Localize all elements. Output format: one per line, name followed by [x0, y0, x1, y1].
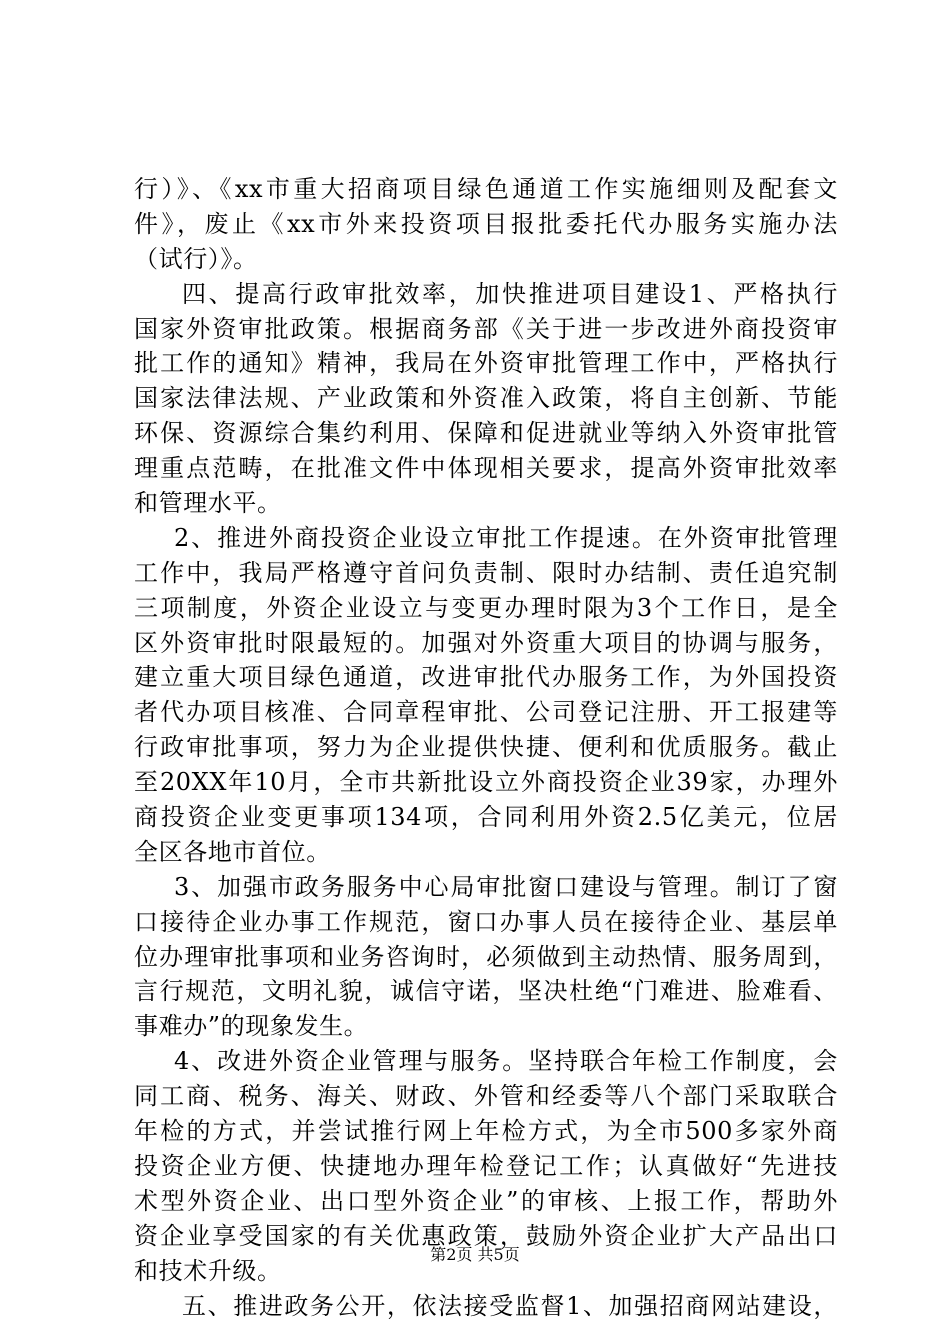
text-line: 术型外资企业、出口型外资企业”的审核、上报工作，帮助外 — [134, 1186, 838, 1215]
document-body — [134, 172, 838, 1323]
text-line: 全区各地市首位。 — [134, 837, 331, 866]
text-line: 理重点范畴，在批准文件中体现相关要求，提高外资审批效率 — [134, 454, 838, 483]
text-line: 言行规范，文明礼貌，诚信守诺，坚决杜绝“门难进、脸难看、 — [134, 977, 838, 1006]
text-line: 环保、资源综合集约利用、保障和促进就业等纳入外资审批管 — [134, 419, 838, 448]
text-line: 批工作的通知》精神，我局在外资审批管理工作中，严格执行 — [134, 349, 838, 378]
text-line: 五、推进政务公开，依法接受监督1、加强招商网站建设， — [182, 1291, 838, 1320]
text-line: 四、提高行政审批效率，加快推进项目建设1、严格执行 — [182, 279, 838, 308]
text-line: （试行）》。 — [134, 244, 258, 273]
text-line: 国家法律法规、产业政策和外资准入政策，将自主创新、节能 — [134, 384, 838, 413]
text-line: 建立重大项目绿色通道，改进审批代办服务工作，为外国投资 — [134, 663, 838, 692]
page-number-footer: 第2页 共5页 — [430, 1245, 520, 1264]
text-line: 资企业享受国家的有关优惠政策，鼓励外资企业扩大产品出口 — [134, 1221, 838, 1250]
text-line: 行政审批事项，努力为企业提供快捷、便利和优质服务。截止 — [134, 733, 838, 762]
text-line: 口接待企业办事工作规范，窗口办事人员在接待企业、基层单 — [134, 907, 838, 936]
text-line: 至20XX年10月，全市共新批设立外商投资企业39家，办理外 — [134, 768, 838, 797]
text-line: 商投资企业变更事项134项，合同利用外资2.5亿美元，位居 — [134, 803, 838, 832]
text-line: 4、改进外资企业管理与服务。坚持联合年检工作制度，会 — [174, 1047, 838, 1076]
text-line: 工作中，我局严格遵守首问负责制、限时办结制、责任追究制 — [134, 558, 838, 587]
text-line: 3、加强市政务服务中心局审批窗口建设与管理。制订了窗 — [174, 872, 838, 901]
text-line: 同工商、税务、海关、财政、外管和经委等八个部门采取联合 — [134, 1082, 838, 1111]
text-line: 件》，废止《xx市外来投资项目报批委托代办服务实施办法 — [134, 209, 838, 238]
text-line: 区外资审批时限最短的。加强对外资重大项目的协调与服务， — [134, 628, 838, 657]
text-line: 2、推进外商投资企业设立审批工作提速。在外资审批管理 — [174, 523, 838, 552]
text-line: 年检的方式，并尝试推行网上年检方式，为全市500多家外商 — [134, 1117, 838, 1146]
text-line: 和技术升级。 — [134, 1256, 282, 1285]
text-line: 位办理审批事项和业务咨询时，必须做到主动热情、服务周到， — [134, 942, 838, 971]
text-line: 和管理水平。 — [134, 489, 282, 518]
text-line: 者代办项目核准、合同章程审批、公司登记注册、开工报建等 — [134, 698, 838, 727]
text-line: 三项制度，外资企业设立与变更办理时限为3个工作日，是全 — [134, 593, 838, 622]
text-line: 投资企业方便、快捷地办理年检登记工作；认真做好“先进技 — [134, 1151, 838, 1180]
text-line: 国家外资审批政策。根据商务部《关于进一步改进外商投资审 — [134, 314, 838, 343]
text-line: 行）》、《xx市重大招商项目绿色通道工作实施细则及配套文 — [134, 175, 838, 203]
text-line: 事难办”的现象发生。 — [134, 1012, 369, 1041]
